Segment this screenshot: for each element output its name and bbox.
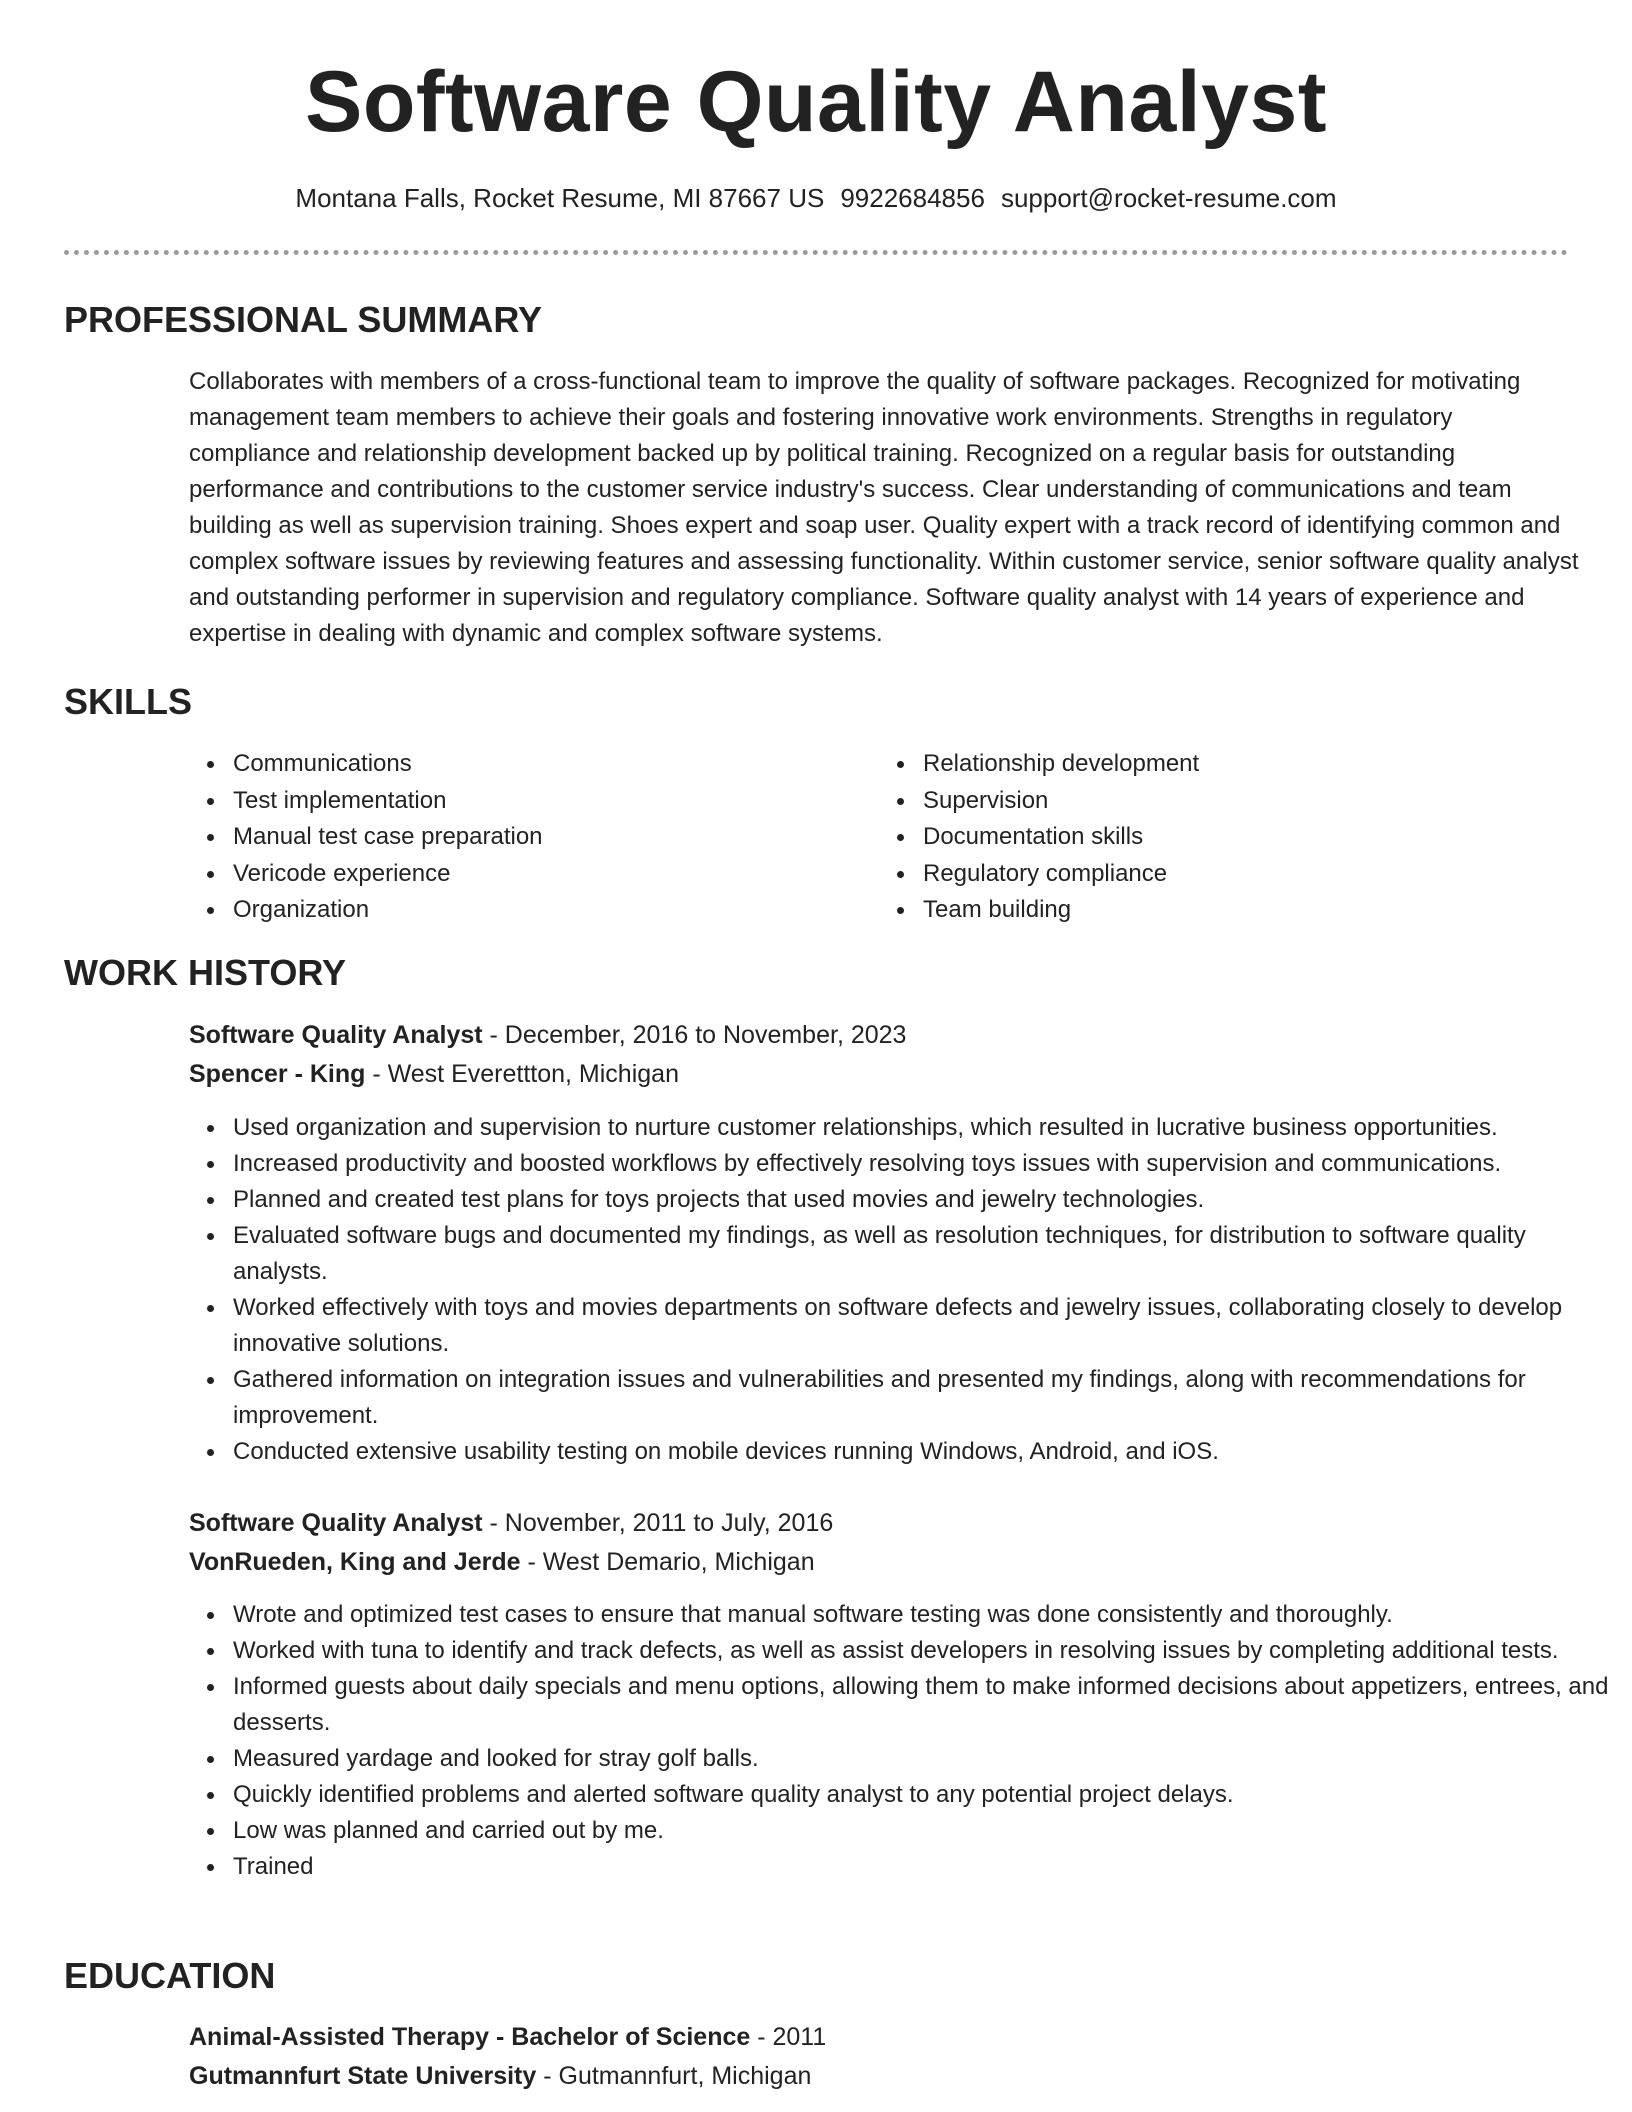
job-1-dates: - December, 2016 to November, 2023 xyxy=(482,1021,907,1049)
job-2-dates: - November, 2011 to July, 2016 xyxy=(482,1509,834,1537)
job-1-company: Spencer - King xyxy=(189,1060,366,1088)
education-location: - Gutmannfurt, Michigan xyxy=(536,2062,812,2090)
job-1-role: Software Quality Analyst xyxy=(189,1021,483,1049)
skill-item: Communications xyxy=(233,746,879,783)
job-2-company-line xyxy=(189,1543,815,1581)
education-school: Gutmannfurt State University xyxy=(189,2062,537,2090)
job-bullet: Increased productivity and boosted workflows by effectively resolving toys issues with supervision and communications. xyxy=(233,1146,1623,1182)
job-bullet: Evaluated software bugs and documented my findings, as well as resolution techniques, for distribution to software quality analysts. xyxy=(233,1218,1623,1290)
job-bullet: Measured yardage and looked for stray golf balls. xyxy=(233,1741,1623,1777)
header-divider xyxy=(64,250,1568,255)
job-bullet: Worked effectively with toys and movies departments on software defects and jewelry issues, collaborating closely to develop innovative solutions. xyxy=(233,1290,1623,1362)
job-1-title-line xyxy=(189,1016,906,1054)
education-school-line xyxy=(189,2057,811,2095)
resume-name: Software Quality Analyst xyxy=(305,54,1327,150)
contact-address: Montana Falls, Rocket Resume, MI 87667 US xyxy=(295,183,825,213)
job-2-role: Software Quality Analyst xyxy=(189,1509,483,1537)
skill-item: Supervision xyxy=(923,783,1569,820)
summary-text: Collaborates with members of a cross-functional team to improve the quality of software packages. Recognized for motivating management team members to achieve their goals and fostering innovative work environments. Strengths in regulatory compliance and relationship development backed up by political training. Recognized on a regular basis for outstanding performance and contributions to the customer service industry's success. Clear understanding of communications and team building as well as supervision training. Shoes expert and soap user. Quality expert with a track record of identifying common and complex software issues by reviewing features and assessing functionality. Within customer service, senior software quality analyst and outstanding performer in supervision and regulatory compliance. Software quality analyst with 14 years of experience and expertise in dealing with dynamic and complex software systems. xyxy=(189,368,1579,647)
job-2-company: VonRueden, King and Jerde xyxy=(189,1548,521,1576)
skill-item: Organization xyxy=(233,892,879,929)
job-2-bullets xyxy=(189,1597,1623,1885)
skills-heading: SKILLS xyxy=(64,681,193,722)
job-bullet: Quickly identified problems and alerted software quality analyst to any potential project delays. xyxy=(233,1777,1623,1813)
contact-phone: 9922684856 xyxy=(840,183,985,213)
skill-item: Manual test case preparation xyxy=(233,819,879,856)
job-bullet: Worked with tuna to identify and track defects, as well as assist developers in resolving issues by completing additional tests. xyxy=(233,1633,1623,1669)
job-bullet: Conducted extensive usability testing on mobile devices running Windows, Android, and iOS. xyxy=(233,1434,1623,1470)
job-1-location: - West Everettton, Michigan xyxy=(365,1060,679,1088)
education-year: - 2011 xyxy=(750,2023,827,2051)
skills-column-left xyxy=(189,746,879,929)
skill-item: Documentation skills xyxy=(923,819,1569,856)
job-2-title-line xyxy=(189,1504,833,1542)
skill-item: Vericode experience xyxy=(233,856,879,893)
job-1-company-line xyxy=(189,1055,679,1093)
job-bullet: Wrote and optimized test cases to ensure that manual software testing was done consistently and thoroughly. xyxy=(233,1597,1623,1633)
job-bullet: Gathered information on integration issues and vulnerabilities and presented my findings, along with recommendations for improvement. xyxy=(233,1362,1623,1434)
skill-item: Regulatory compliance xyxy=(923,856,1569,893)
education-degree-line xyxy=(189,2018,826,2056)
skills-list xyxy=(189,746,1569,929)
job-bullet: Low was planned and carried out by me. xyxy=(233,1813,1623,1849)
job-bullet: Trained xyxy=(233,1849,1623,1885)
job-bullet: Planned and created test plans for toys projects that used movies and jewelry technologies. xyxy=(233,1182,1623,1218)
skill-item: Relationship development xyxy=(923,746,1569,783)
job-1-bullets xyxy=(189,1110,1623,1470)
skill-item: Team building xyxy=(923,892,1569,929)
education-heading: EDUCATION xyxy=(64,1955,276,1996)
education-degree: Animal-Assisted Therapy - Bachelor of Science xyxy=(189,2023,751,2051)
skills-column-right xyxy=(879,746,1569,929)
contact-email: support@rocket-resume.com xyxy=(1000,183,1337,213)
job-2-location: - West Demario, Michigan xyxy=(520,1548,815,1576)
job-bullet: Informed guests about daily specials and menu options, allowing them to make informed decisions about appetizers, entrees, and desserts. xyxy=(233,1669,1623,1741)
contact-info xyxy=(0,180,1632,216)
work-heading: WORK HISTORY xyxy=(64,952,347,993)
skill-item: Test implementation xyxy=(233,783,879,820)
summary-heading: PROFESSIONAL SUMMARY xyxy=(64,299,543,340)
job-bullet: Used organization and supervision to nurture customer relationships, which resulted in lucrative business opportunities. xyxy=(233,1110,1623,1146)
